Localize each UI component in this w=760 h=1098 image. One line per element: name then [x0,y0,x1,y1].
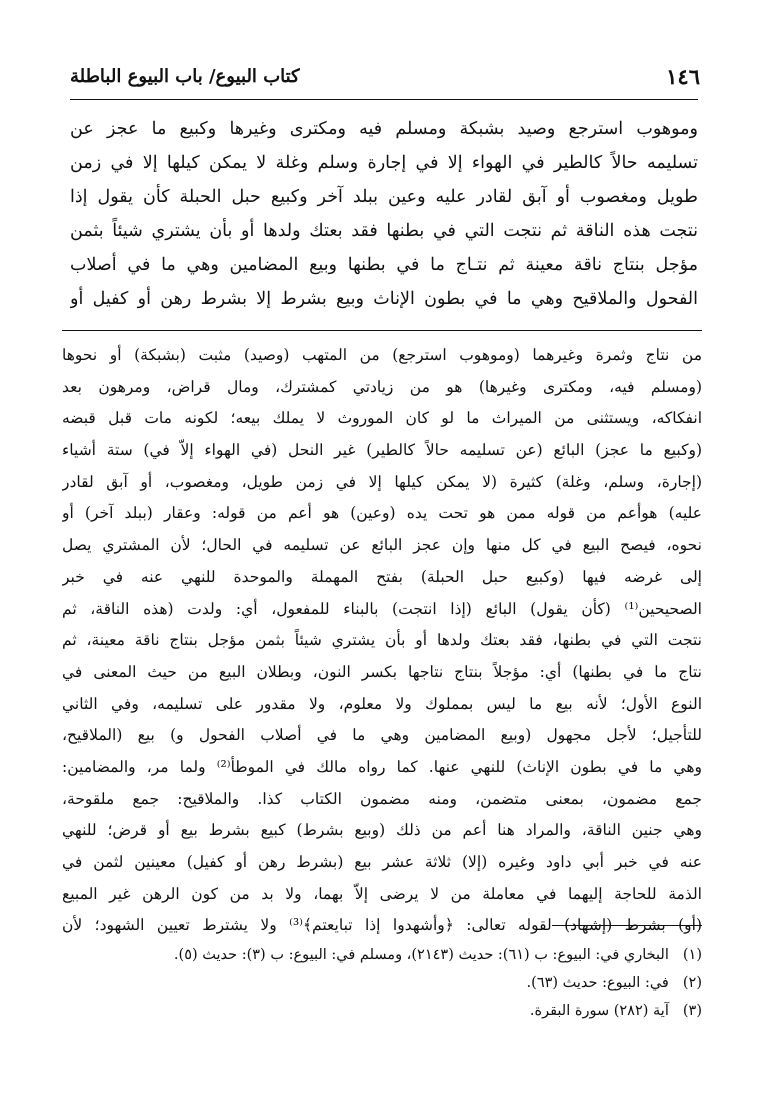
commentary-line: (ومسلم فيه، ومكترى وغيرها) هو من زيادتي كمشترك، ومال قراض، ومرهون بعد [62,377,702,396]
commentary-line: الصحيحين⁽¹⁾ (كأن يقول) البائع (إذا انتجت) بالبناء للمفعول، أي: ولدت (هذه الناقة، ثم [62,599,702,618]
commentary-line: من نتاج وثمرة وغيرهما (وموهوب استرجع) من المتهب (وصيد) مثبت (بشبكة) أو نحوها [62,346,702,364]
commentary-line: (إجارة، وسلم، وغلة) كثيرة (لا يمكن كيلها إلا في زمن طويل، ومغصوب، أو آبق لقادر [62,472,702,491]
commentary-line: جمع مضمون، بمعنى متضمن، ومنه مضمون الكتاب كذا. والملاقيح: جمع ملقوحة، [62,789,702,808]
commentary-line: نتاج ما في بطنها) أي: مؤجلاً بنتاج نتاجها بكسر النون، وبطلان البيع من حيث المعنى في [62,662,702,681]
commentary-line: (وكبيع ما عجز) البائع (عن تسليمه حالاً كالطير) غير النحل (في الهواء إلاّ في) ستة أشياء [62,441,702,460]
commentary-line: للتأجيل؛ لأجل مجهول (وبيع المضامين وهي ما في أصلاب الفحول و) بيع (الملاقيح، [62,726,702,745]
footnote [62,969,702,997]
footnote-divider [552,925,702,926]
commentary-line: انفكاكه، ويستثنى من الميراث ما لو كان الموروث لا يملك بيعه؛ لكونه مات قبل قبضه [62,409,702,428]
main-text-line: طويل ومغصوب أو آبق لقادر عليه وعين ببلد آخر وكبيع حبل الحبلة كأن يقول إذا [70,187,698,207]
commentary-line: عليه) هوأعم من قوله ممن هو تحت يده (وعين) هو أعم من قوله: وعقار (ببلد آخر) أو [62,504,702,523]
commentary-line: الذمة للحاجة إليهما في معاملة من لا يرضى إلاّ بهما، ولا بد من كون الرهن غير المبيع [62,884,702,903]
commentary-line: وهي جنين الناقة، والمراد هنا أعم من ذلك (وبيع بشرط) كبيع بشرط بيع أو قرض؛ للنهي [62,821,702,840]
commentary-line: إلى غرضه فيها (وكبيع حبل الحبلة) بفتح المهملة والموحدة للنهي عنه في خبر [62,567,702,586]
commentary-line: وهي ما في بطون الإناث) للنهي عنها. كما رواه مالك في الموطأ⁽²⁾ ولما مر، والمضامين: [62,757,702,776]
main-text-line: نتجت هذه الناقة ثم نتجت التي في بطنها فقد بعتك ولدها أو بأن يشتري شيئاً بثمن [70,221,698,241]
footnote-text: البخاري في: البيوع: ب (٦١): حديث (٢١٤٣)، ومسلم في: البيوع: ب (٣): حديث (٥). [173,947,669,963]
main-text-line: الفحول والملاقيح وهي ما في بطون الإناث وبيع بشرط إلا بشرط رهن أو كفيل أو [70,289,698,309]
commentary-text [62,340,702,942]
commentary-line: نتجت التي في بطنها، فقد بعتك ولدها أو بأن يشتري شيئاً بثمن مؤجل بنتاج ناقة معينة، ثم [62,631,702,650]
commentary-line: (أو) بشرط (إشهاد) لقوله تعالى: ﴿وأشهدوا إذا تبايعتم﴾⁽³⁾ ولا يشترط تعيين الشهود؛ لأن [62,916,702,935]
footnote [62,941,702,969]
section-divider [62,330,702,331]
footnote-number: (١) [682,947,702,963]
main-text-line: مؤجل بنتاج ناقة معينة ثم نتـاج ما في بطنها وبيع المضامين وهي ما في أصلاب [70,255,698,275]
header-divider [70,99,698,100]
commentary-line: النوع الأول؛ لأنه بيع ما ليس بمملوك ولا معلوم، ولا مقدور على تسليمه، وفي الثاني [62,694,702,713]
commentary-line: نحوه، فيصح البيع في كل منها وإن عجز البائع عن تسليمه في الحال؛ لأن المشتري يصل [62,536,702,555]
footnote-text: في: البيوع: حديث (٦٣). [526,975,669,991]
page-number: ١٤٦ [666,63,700,89]
footnote-number: (٣) [682,1003,702,1019]
footnote [62,997,702,1025]
main-text-line: تسليمه حالاً كالطير في الهواء إلا في إجارة وسلم وغلة لا يمكن كيلها إلا في زمن [70,153,698,173]
commentary-line: عنه في خبر أبي داود وغيره (إلا) ثلاثة عشر بيع (بشرط رهن أو كفيل) معينين لثمن في [62,853,702,871]
footnote-text: آية (٢٨٢) سورة البقرة. [529,1003,669,1019]
running-title: كتاب البيوع/ باب البيوع الباطلة [70,65,300,87]
footnote-number: (٢) [682,975,702,991]
main-text-line: وموهوب استرجع وصيد بشبكة ومسلم فيه ومكترى وغيرها وكبيع ما عجز عن [70,119,698,139]
footnotes [62,941,702,1025]
page-header [70,58,700,94]
main-text [70,112,698,316]
